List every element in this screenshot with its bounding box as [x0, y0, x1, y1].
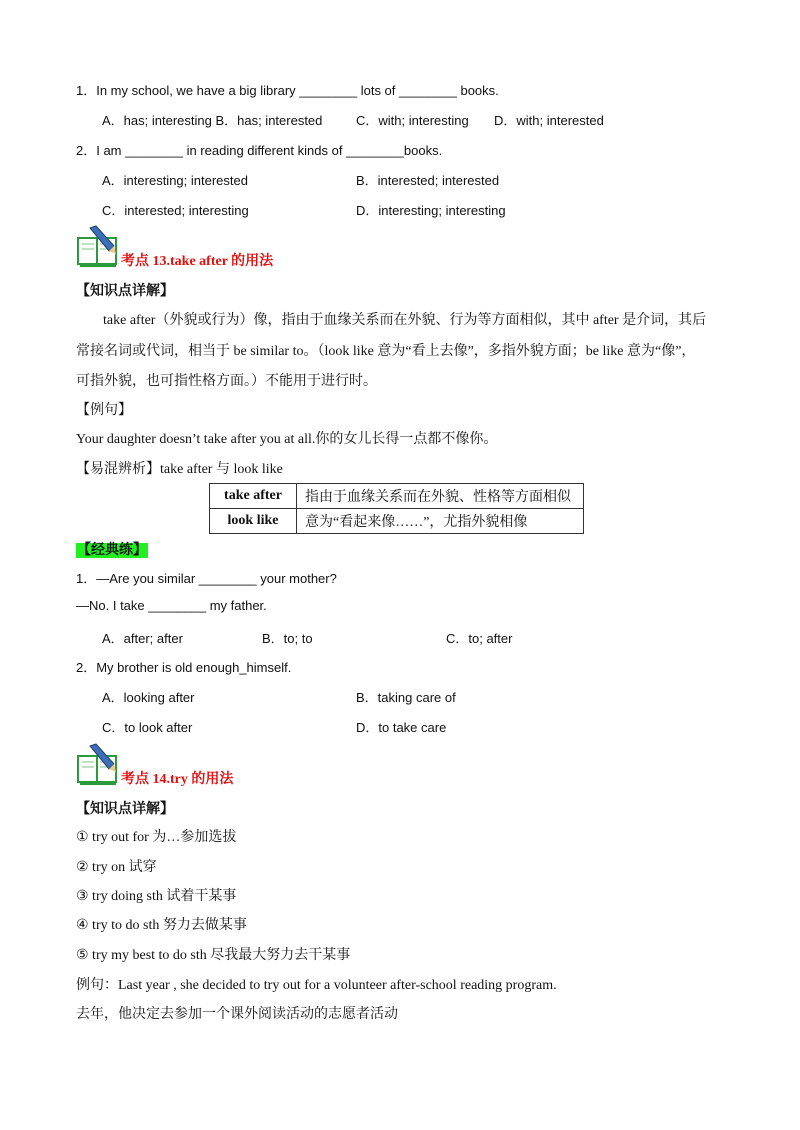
table-row	[210, 484, 584, 509]
practice-1-option-c: C．to; after	[446, 631, 513, 646]
table-row	[210, 509, 584, 534]
practice-2-option-d: D．to take care	[356, 720, 447, 735]
try-usage-item: ③ try doing sth 试着干某事	[76, 889, 237, 904]
section-13-paragraph-line-2: 常接名词或代词，相当于 be similar to。（look like 意为“看上去像”，多指外貌方面；be like 意为“像”，	[76, 344, 696, 359]
try-usage-item: ① try out for 为…参加选拔	[76, 830, 237, 845]
practice-1-option-b: B．to; to	[262, 631, 313, 646]
question-1-option-ab: A．has; interesting B．has; interested	[102, 113, 323, 128]
section-14-example-sentence: 例句：Last year , she decided to try out for a volunteer after-school reading program.	[76, 978, 557, 993]
practice-1-option-a: A．after; after	[102, 631, 183, 646]
practice-1-line-1: 1．—Are you similar ________ your mother?	[76, 571, 337, 586]
practice-1-line-2: —No. I take ________ my father.	[76, 598, 267, 613]
question-2-option-b: B．interested; interested	[356, 173, 500, 188]
section-14-title: 考点 14.try 的用法	[121, 772, 234, 787]
practice-label	[76, 539, 148, 559]
section-14-example-translation: 去年，他决定去参加一个课外阅读活动的志愿者活动	[76, 1007, 398, 1022]
section-13-example-sentence: Your daughter doesn’t take after you at all.你的女儿长得一点都不像你。	[76, 432, 498, 447]
practice-2-option-c: C．to look after	[102, 720, 193, 735]
table-description: 指由于血缘关系而在外貌、性格等方面相似	[297, 484, 584, 509]
table-term: take after	[210, 484, 297, 509]
practice-2-option-b: B．taking care of	[356, 690, 456, 705]
practice-label-highlight: 【经典练】	[77, 543, 147, 558]
question-2-stem: 2．I am ________ in reading different kinds of ________books.	[76, 143, 443, 158]
try-usage-item: ④ try to do sth 努力去做某事	[76, 918, 247, 933]
question-2-option-d: D．interesting; interesting	[356, 203, 506, 218]
try-usage-item: ⑤ try my best to do sth 尽我最大努力去干某事	[76, 948, 351, 963]
table-term: look like	[210, 509, 297, 534]
section-14-knowledge-label: 【知识点详解】	[76, 802, 174, 817]
section-13-example-label: 【例句】	[76, 403, 132, 418]
question-2-option-a: A．interesting; interested	[102, 173, 248, 188]
section-13-title: 考点 13.take after 的用法	[121, 254, 274, 269]
practice-2-stem: 2．My brother is old enough_himself.	[76, 660, 292, 675]
try-usage-item: ② try on 试穿	[76, 860, 157, 875]
question-1-option-d: D．with; interested	[494, 113, 604, 128]
section-13-confusion-label: 【易混辨析】take after 与 look like	[76, 462, 283, 477]
section-13-paragraph-line-3: 可指外貌，也可指性格方面。）不能用于进行时。	[76, 374, 377, 389]
question-1-option-c: C．with; interesting	[356, 113, 469, 128]
book-pencil-icon	[76, 224, 122, 273]
question-1-stem: 1．In my school, we have a big library ________ lots of ________ books.	[76, 83, 499, 98]
section-13-paragraph-line-1: take after（外貌或行为）像，指由于血缘关系而在外貌、行为等方面相似，其中 after 是介词，其后	[103, 313, 707, 328]
comparison-table	[209, 483, 584, 534]
table-description: 意为“看起来像……”，尤指外貌相像	[297, 509, 584, 534]
book-pencil-icon	[76, 742, 122, 791]
section-13-knowledge-label: 【知识点详解】	[76, 284, 174, 299]
question-2-option-c: C．interested; interesting	[102, 203, 249, 218]
practice-2-option-a: A．looking after	[102, 690, 195, 705]
